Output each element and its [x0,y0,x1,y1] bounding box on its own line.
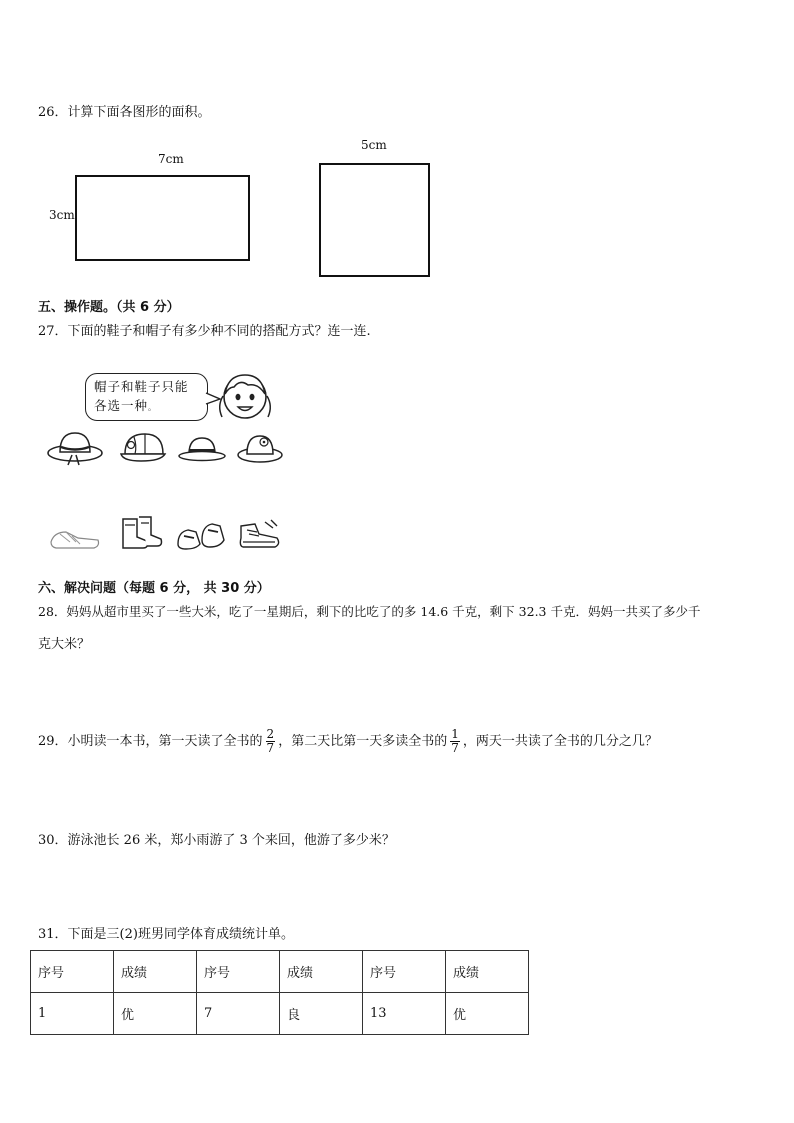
sneaker-shoe-icon [237,518,283,552]
rect-height-label: 3cm [49,208,75,222]
fedora-hat-icon [177,430,227,466]
table-cell: 13 [363,993,446,1035]
q28-line-1: 28．妈妈从超市里买了一些大米，吃了一星期后，剩下的比吃了的多 14.6 千克，剩下 32.3 千克．妈妈一共买了多少千 [38,604,701,619]
grade-statistics-table [30,950,529,1035]
q29-part-2: ，第二天比第一天多读全书的 [278,734,448,749]
boots-icon [117,515,165,553]
speech-bubble [85,373,208,421]
q29-part-1: 29．小明读一本书，第一天读了全书的 [38,734,263,749]
sandal-shoe-icon [48,522,102,552]
baby-shoes-icon [176,518,226,552]
table-header-cell: 序号 [31,951,114,993]
girl-icon [214,365,276,427]
q30-text: 30．游泳池长 26 米，郑小雨游了 3 个来回，他游了多少米？ [38,833,395,848]
table-header-cell: 序号 [363,951,446,993]
rectangle-figure [75,175,250,261]
flower-hat-icon [236,428,284,466]
square-figure [319,163,430,277]
bubble-line-1: 帽子和鞋子只能 [94,379,189,394]
bubble-line-2: 各选一种 [94,398,149,413]
table-header-cell: 成绩 [446,951,529,993]
section-5-heading: 五、操作题。（共 6 分） [38,300,180,315]
square-side-label: 5cm [361,138,387,152]
q29-part-3: ，两天一共读了全书的几分之几？ [462,734,658,749]
fraction-one-seventh: $\frac{1}{7}$ [451,727,459,755]
fraction-two-sevenths: $\frac{2}{7}$ [266,727,275,755]
q28-line-2: 克大米？ [38,637,91,652]
table-cell: 优 [114,993,197,1035]
bubble-tail-text: 。 [148,403,158,412]
cap-icon [117,428,169,468]
table-cell: 7 [197,993,280,1035]
table-header-cell: 成绩 [114,951,197,993]
q31-text: 31．下面是三(2)班男同学体育成绩统计单。 [38,927,294,942]
table-cell: 良 [280,993,363,1035]
table-row [31,993,529,1035]
table-header-cell: 序号 [197,951,280,993]
q26-text: 26．计算下面各图形的面积。 [38,105,211,120]
q29-text [38,724,658,760]
table-header-row [31,951,529,993]
table-cell: 1 [31,993,114,1035]
q27-text: 27．下面的鞋子和帽子有多少种不同的搭配方式？连一连. [38,324,371,339]
table-header-cell: 成绩 [280,951,363,993]
sun-hat-with-ribbon-icon [46,425,104,467]
rect-width-label: 7cm [158,152,184,166]
table-cell: 优 [446,993,529,1035]
section-6-heading: 六、解决问题（每题 6 分， 共 30 分） [38,581,270,596]
